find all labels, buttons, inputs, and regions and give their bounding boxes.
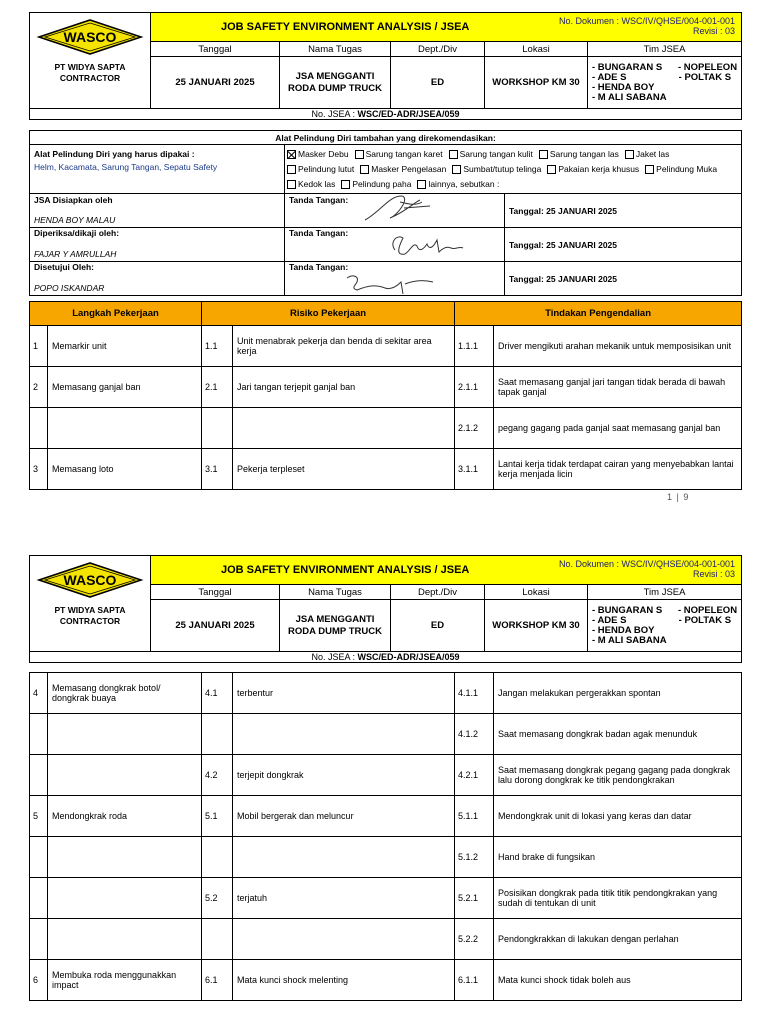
signoff-reviewed-signature: Tanda Tangan:: [285, 228, 505, 262]
step-name: [48, 878, 202, 919]
col-lokasi: Lokasi: [485, 42, 588, 57]
wasco-logo-icon: [35, 560, 145, 600]
col-tanggal: Tanggal: [151, 585, 280, 600]
control-desc: Driver mengikuti arahan mekanik untuk memposisikan unit: [494, 326, 742, 367]
apd-option-label: Jaket las: [635, 149, 670, 159]
control-desc: Mendongkrak unit di lokasi yang keras dan datar: [494, 796, 742, 837]
step-no: 5: [30, 796, 48, 837]
checkbox-empty-icon[interactable]: [449, 150, 458, 159]
checkbox-empty-icon[interactable]: [625, 150, 634, 159]
control-no: 6.1.1: [455, 960, 494, 1001]
table-row: [30, 673, 742, 714]
apd-option-label: Kedok las: [298, 179, 336, 189]
step-name: [48, 837, 202, 878]
control-no: 2.1.1: [455, 367, 494, 408]
apd-option-label: Sarung tangan las: [549, 149, 619, 159]
apd-option-label: Sumbat/tutup telinga: [463, 164, 542, 174]
control-desc: Lantai kerja tidak terdapat cairan yang menyebabkan lantai kerja menjada licin: [494, 449, 742, 490]
steps-table-page2: [29, 672, 742, 1001]
apd-option-label: Masker Debu: [298, 149, 349, 159]
signature-2-icon: [385, 228, 475, 262]
control-desc: Saat memasang dongkrak badan agak menunduk: [494, 714, 742, 755]
risk-desc: [233, 714, 455, 755]
table-row: [30, 367, 742, 408]
risk-desc: terjatuh: [233, 878, 455, 919]
table-row: [30, 408, 742, 449]
risk-no: 4.2: [202, 755, 233, 796]
step-name: Memasang ganjal ban: [48, 367, 202, 408]
apd-option-label: Sarung tangan karet: [365, 149, 443, 159]
risk-desc: [233, 837, 455, 878]
apd-heading: Alat Pelindung Diri tambahan yang direkomendasikan:: [30, 131, 742, 145]
signoff-prepared: JSA Disiapkan oleh HENDA BOY MALAU: [30, 194, 285, 228]
checkbox-empty-icon[interactable]: [417, 180, 426, 189]
doc-number: No. Dokumen : WSC/IV/QHSE/004-001-001 Revisi : 03: [558, 16, 736, 36]
checkbox-empty-icon[interactable]: [547, 165, 556, 174]
control-no: 5.1.2: [455, 837, 494, 878]
apd-checkbox[interactable]: [417, 178, 499, 191]
nama-tugas-value: JSA MENGGANTI RODA DUMP TRUCK: [280, 57, 391, 109]
doc-number: No. Dokumen : WSC/IV/QHSE/004-001-001 Revisi : 03: [558, 559, 736, 579]
step-no: 1: [30, 326, 48, 367]
nama-tugas-value: JSA MENGGANTI RODA DUMP TRUCK: [280, 600, 391, 652]
control-no: 3.1.1: [455, 449, 494, 490]
apd-required: Alat Pelindung Diri yang harus dipakai : Helm, Kacamata, Sarung Tangan, Sepatu Safety: [30, 145, 285, 194]
no-jsea: No. JSEA : WSC/ED-ADR/JSEA/059: [30, 109, 742, 120]
apd-option-label: Masker Pengelasan: [371, 164, 447, 174]
control-desc: Posisikan dongkrak pada titik titik pendongkrakan yang sudah di tentukan di unit: [494, 878, 742, 919]
tanggal-value: 25 JANUARI 2025: [151, 57, 280, 109]
checkbox-empty-icon[interactable]: [341, 180, 350, 189]
risk-desc: [233, 408, 455, 449]
lokasi-value: WORKSHOP KM 30: [485, 600, 588, 652]
steps-table-page1: [29, 301, 742, 490]
col-nama-tugas: Nama Tugas: [280, 42, 391, 57]
apd-checkbox[interactable]: [645, 163, 717, 176]
checkbox-empty-icon[interactable]: [355, 150, 364, 159]
control-no: 4.2.1: [455, 755, 494, 796]
signoff-reviewed: Diperiksa/dikaji oleh: FAJAR Y AMRULLAH: [30, 228, 285, 262]
table-row: [30, 960, 742, 1001]
risk-desc: Pekerja terpleset: [233, 449, 455, 490]
signoff-approved: Disetujui Oleh: POPO ISKANDAR: [30, 262, 285, 296]
header-table-page2: [29, 555, 742, 663]
control-no: 1.1.1: [455, 326, 494, 367]
step-no: [30, 878, 48, 919]
signoff-prepared-signature: Tanda Tangan:: [285, 194, 505, 228]
signoff-approved-date: Tanggal: 25 JANUARI 2025: [505, 262, 742, 296]
risk-no: 6.1: [202, 960, 233, 1001]
checkbox-empty-icon[interactable]: [645, 165, 654, 174]
step-name: Memasang dongkrak botol/ dongkrak buaya: [48, 673, 202, 714]
risk-no: [202, 714, 233, 755]
page-number: 1 | 9: [667, 492, 690, 502]
apd-option-label: lainnya, sebutkan :: [428, 179, 500, 189]
wasco-logo-icon: [35, 17, 145, 57]
apd-options: [285, 145, 742, 194]
col-lokasi: Lokasi: [485, 585, 588, 600]
step-name: [48, 755, 202, 796]
signoff-approved-signature: Tanda Tangan:: [285, 262, 505, 296]
apd-checkbox[interactable]: [547, 163, 639, 176]
checkbox-empty-icon[interactable]: [287, 165, 296, 174]
svg-text:WASCO: WASCO: [63, 29, 117, 45]
col-dept: Dept./Div: [391, 42, 485, 57]
risk-no: [202, 919, 233, 960]
title-cell: [151, 13, 742, 42]
table-row: [30, 326, 742, 367]
apd-checkbox[interactable]: [449, 148, 533, 161]
signature-3-icon: [345, 266, 435, 296]
apd-option-label: Sarung tangan kulit: [459, 149, 533, 159]
risk-no: 3.1: [202, 449, 233, 490]
step-name: Mendongkrak roda: [48, 796, 202, 837]
apd-checkbox[interactable]: [355, 148, 443, 161]
step-no: [30, 837, 48, 878]
apd-option-label: Pelindung paha: [352, 179, 412, 189]
risk-desc: Jari tangan terjepit ganjal ban: [233, 367, 455, 408]
control-desc: Mata kunci shock tidak boleh aus: [494, 960, 742, 1001]
step-no: 2: [30, 367, 48, 408]
company-logo-cell-2: [30, 556, 151, 652]
svg-text:WASCO: WASCO: [63, 572, 117, 588]
team-list: - BUNGARAN S - NOPELEON - ADE S - POLTAK S - HENDA BOY - M ALI SABANA: [588, 600, 742, 652]
title-cell-2: [151, 556, 742, 585]
company-name: PT WIDYA SAPTA CONTRACTOR: [54, 62, 126, 83]
col-tim: Tim JSEA: [588, 42, 742, 57]
signature-1-icon: [360, 194, 450, 225]
col-nama-tugas: Nama Tugas: [280, 585, 391, 600]
apd-option-label: Pelindung Muka: [656, 164, 718, 174]
company-name: PT WIDYA SAPTA CONTRACTOR: [54, 605, 126, 626]
apd-checkbox[interactable]: [287, 178, 335, 191]
table-row: [30, 837, 742, 878]
col-dept: Dept./Div: [391, 585, 485, 600]
step-name: Membuka roda menggunakkan impact: [48, 960, 202, 1001]
control-no: 4.1.1: [455, 673, 494, 714]
col-langkah: Langkah Pekerjaan: [30, 302, 202, 326]
dept-value: ED: [391, 600, 485, 652]
step-no: [30, 408, 48, 449]
checkbox-empty-icon[interactable]: [360, 165, 369, 174]
risk-no: [202, 837, 233, 878]
risk-desc: [233, 919, 455, 960]
risk-no: 4.1: [202, 673, 233, 714]
apd-checkbox[interactable]: [287, 148, 349, 161]
lokasi-value: WORKSHOP KM 30: [485, 57, 588, 109]
risk-desc: Unit menabrak pekerja dan benda di sekitar area kerja: [233, 326, 455, 367]
control-no: 4.1.2: [455, 714, 494, 755]
apd-checkbox[interactable]: [341, 178, 411, 191]
signoff-prepared-date: Tanggal: 25 JANUARI 2025: [505, 194, 742, 228]
risk-desc: Mobil bergerak dan meluncur: [233, 796, 455, 837]
control-no: 5.2.1: [455, 878, 494, 919]
control-desc: Saat memasang dongkrak pegang gagang pada dongkrak lalu dorong dongkrak ke titik pendongkrakan: [494, 755, 742, 796]
step-no: 4: [30, 673, 48, 714]
col-risiko: Risiko Pekerjaan: [202, 302, 455, 326]
step-name: [48, 408, 202, 449]
step-no: [30, 714, 48, 755]
checkbox-empty-icon[interactable]: [539, 150, 548, 159]
step-no: [30, 755, 48, 796]
apd-checkbox[interactable]: [452, 163, 541, 176]
table-row: [30, 919, 742, 960]
risk-desc: terjepit dongkrak: [233, 755, 455, 796]
checkbox-checked-icon[interactable]: [287, 150, 296, 159]
risk-desc: terbentur: [233, 673, 455, 714]
document-title: JOB SAFETY ENVIRONMENT ANALYSIS / JSEA: [221, 564, 470, 576]
control-desc: Jangan melakukan pergerakkan spontan: [494, 673, 742, 714]
step-name: [48, 714, 202, 755]
document-title: JOB SAFETY ENVIRONMENT ANALYSIS / JSEA: [221, 21, 470, 33]
checkbox-empty-icon[interactable]: [452, 165, 461, 174]
table-row: [30, 878, 742, 919]
step-no: 6: [30, 960, 48, 1001]
signoff-reviewed-date: Tanggal: 25 JANUARI 2025: [505, 228, 742, 262]
apd-checkbox[interactable]: [360, 163, 446, 176]
risk-no: 5.1: [202, 796, 233, 837]
risk-no: [202, 408, 233, 449]
no-jsea: No. JSEA : WSC/ED-ADR/JSEA/059: [30, 652, 742, 663]
apd-checkbox[interactable]: [287, 163, 354, 176]
dept-value: ED: [391, 57, 485, 109]
table-row: [30, 796, 742, 837]
col-tim: Tim JSEA: [588, 585, 742, 600]
apd-option-label: Pakaian kerja khusus: [558, 164, 640, 174]
step-name: Memasang loto: [48, 449, 202, 490]
control-desc: Hand brake di fungsikan: [494, 837, 742, 878]
apd-option-label: Pelindung lutut: [298, 164, 355, 174]
risk-no: 1.1: [202, 326, 233, 367]
risk-no: 5.2: [202, 878, 233, 919]
apd-checkbox[interactable]: [625, 148, 670, 161]
control-no: 5.2.2: [455, 919, 494, 960]
step-name: [48, 919, 202, 960]
checkbox-empty-icon[interactable]: [287, 180, 296, 189]
step-no: [30, 919, 48, 960]
step-no: 3: [30, 449, 48, 490]
control-desc: pegang gagang pada ganjal saat memasang ganjal ban: [494, 408, 742, 449]
apd-table: [29, 130, 742, 296]
apd-checkbox[interactable]: [539, 148, 619, 161]
company-logo-cell: [30, 13, 151, 109]
risk-no: 2.1: [202, 367, 233, 408]
tanggal-value: 25 JANUARI 2025: [151, 600, 280, 652]
control-desc: Saat memasang ganjal jari tangan tidak berada di bawah tapak ganjal: [494, 367, 742, 408]
team-list: - BUNGARAN S - NOPELEON - ADE S - POLTAK S - HENDA BOY - M ALI SABANA: [588, 57, 742, 109]
table-row: [30, 714, 742, 755]
table-row: [30, 449, 742, 490]
header-table-page1: [29, 12, 742, 120]
col-tanggal: Tanggal: [151, 42, 280, 57]
step-name: Memarkir unit: [48, 326, 202, 367]
control-no: 5.1.1: [455, 796, 494, 837]
risk-desc: Mata kunci shock melenting: [233, 960, 455, 1001]
col-tindakan: Tindakan Pengendalian: [455, 302, 742, 326]
control-desc: Pendongkrakkan di lakukan dengan perlahan: [494, 919, 742, 960]
table-row: [30, 755, 742, 796]
control-no: 2.1.2: [455, 408, 494, 449]
